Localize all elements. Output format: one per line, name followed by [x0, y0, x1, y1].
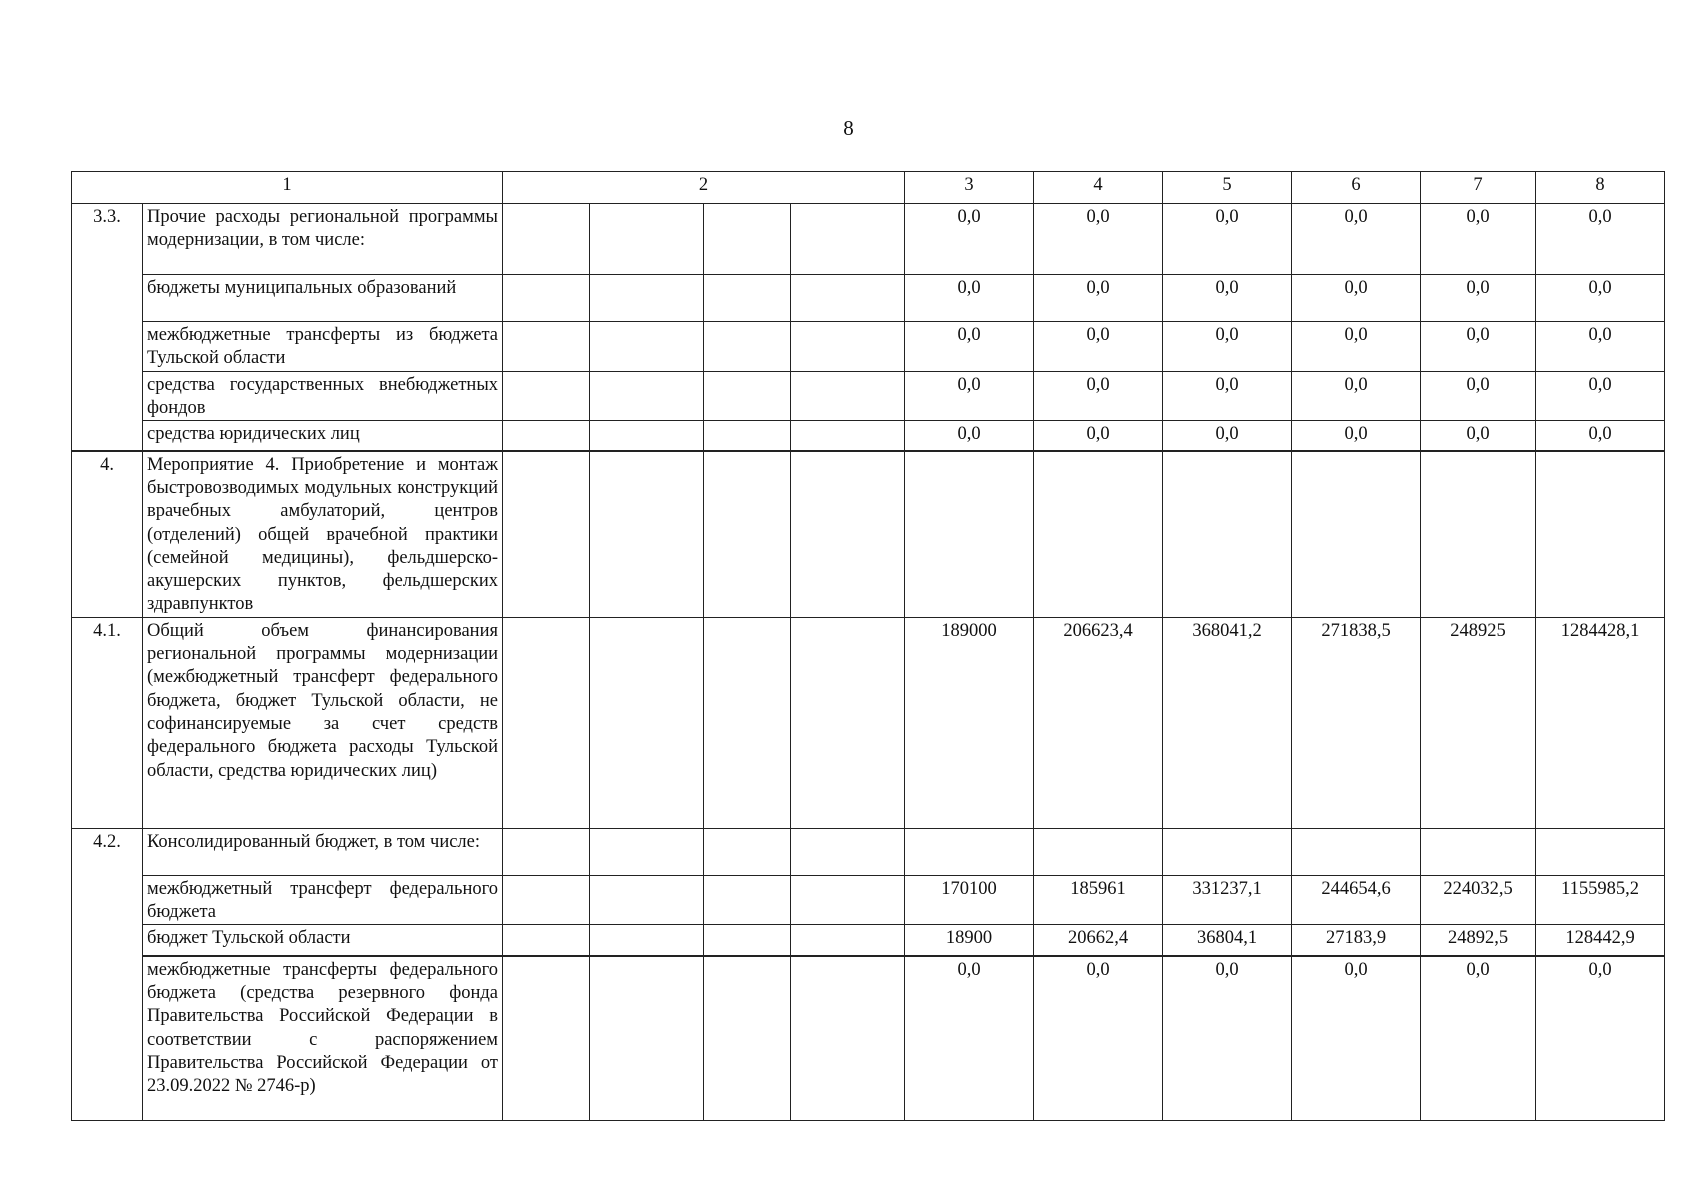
value-cell: 244654,6	[1292, 875, 1421, 925]
empty-cell	[1163, 451, 1292, 618]
financing-table	[71, 171, 1665, 1121]
header-col-6: 6	[1292, 172, 1421, 204]
value-cell: 0,0	[1536, 956, 1665, 1121]
header-col-7: 7	[1421, 172, 1536, 204]
header-col-4: 4	[1034, 172, 1163, 204]
empty-cell	[704, 204, 791, 275]
value-cell: 170100	[905, 875, 1034, 925]
value-cell: 0,0	[1292, 421, 1421, 451]
value-cell: 1155985,2	[1536, 875, 1665, 925]
value-cell: 0,0	[1163, 421, 1292, 451]
header-col-5: 5	[1163, 172, 1292, 204]
row-description: Мероприятие 4. Приобретение и монтаж быстровозводимых модульных конструкций врачебных амбулаторий, центров (отделений) общей врачебной практики (семейной медицины), фельдшерско-акушерских пунктов, фельдшерских здравпунктов	[143, 451, 503, 618]
empty-cell	[503, 925, 590, 956]
value-cell: 27183,9	[1292, 925, 1421, 956]
value-cell: 0,0	[1536, 204, 1665, 275]
empty-cell	[791, 322, 905, 372]
value-cell: 0,0	[905, 275, 1034, 322]
empty-cell	[704, 451, 791, 618]
value-cell: 189000	[905, 617, 1034, 828]
empty-cell	[1034, 828, 1163, 875]
empty-cell	[503, 371, 590, 421]
value-cell: 0,0	[1034, 275, 1163, 322]
value-cell: 0,0	[1163, 275, 1292, 322]
row-description: межбюджетные трансферты федерального бюджета (средства резервного фонда Правительства Российской Федерации в соответствии с распоряжением Правительства Российской Федерации от 23.09.2022 № 2746-р)	[143, 956, 503, 1121]
value-cell: 0,0	[1292, 371, 1421, 421]
empty-cell	[590, 451, 704, 618]
empty-cell	[791, 875, 905, 925]
value-cell: 0,0	[1034, 204, 1163, 275]
empty-cell	[1034, 451, 1163, 618]
empty-cell	[503, 617, 590, 828]
value-cell: 185961	[1034, 875, 1163, 925]
value-cell: 0,0	[1421, 322, 1536, 372]
value-cell: 36804,1	[1163, 925, 1292, 956]
value-cell: 0,0	[1536, 421, 1665, 451]
empty-cell	[503, 451, 590, 618]
row-description: средства юридических лиц	[143, 421, 503, 451]
value-cell: 0,0	[1536, 322, 1665, 372]
empty-cell	[590, 421, 704, 451]
page-number: 8	[843, 116, 854, 140]
value-cell: 0,0	[905, 956, 1034, 1121]
value-cell: 271838,5	[1292, 617, 1421, 828]
value-cell: 224032,5	[1421, 875, 1536, 925]
row-description: средства государственных внебюджетных фондов	[143, 371, 503, 421]
table-row	[72, 421, 1665, 451]
empty-cell	[590, 371, 704, 421]
empty-cell	[1292, 451, 1421, 618]
row-description: бюджет Тульской области	[143, 925, 503, 956]
value-cell: 0,0	[1536, 371, 1665, 421]
value-cell: 0,0	[1163, 956, 1292, 1121]
empty-cell	[1421, 828, 1536, 875]
table-row	[72, 371, 1665, 421]
empty-cell	[590, 956, 704, 1121]
value-cell: 0,0	[1421, 956, 1536, 1121]
header-col-8: 8	[1536, 172, 1665, 204]
value-cell: 0,0	[1421, 371, 1536, 421]
header-col-1: 1	[72, 172, 503, 204]
value-cell: 0,0	[1034, 371, 1163, 421]
table-row	[72, 322, 1665, 372]
row-description: Консолидированный бюджет, в том числе:	[143, 828, 503, 875]
empty-cell	[1421, 451, 1536, 618]
value-cell: 0,0	[1536, 275, 1665, 322]
value-cell: 0,0	[905, 204, 1034, 275]
row-number: 4.1.	[72, 617, 143, 828]
empty-cell	[503, 275, 590, 322]
table-row	[72, 925, 1665, 956]
header-row	[72, 172, 1665, 204]
table-row	[72, 956, 1665, 1121]
value-cell: 0,0	[1421, 275, 1536, 322]
value-cell: 0,0	[1292, 204, 1421, 275]
empty-cell	[503, 204, 590, 275]
value-cell: 0,0	[1163, 371, 1292, 421]
table-row	[72, 451, 1665, 618]
value-cell: 248925	[1421, 617, 1536, 828]
value-cell: 128442,9	[1536, 925, 1665, 956]
header-col-3: 3	[905, 172, 1034, 204]
empty-cell	[704, 371, 791, 421]
row-description: бюджеты муниципальных образований	[143, 275, 503, 322]
value-cell: 0,0	[1292, 322, 1421, 372]
value-cell: 0,0	[905, 371, 1034, 421]
empty-cell	[590, 275, 704, 322]
empty-cell	[1536, 451, 1665, 618]
table-row	[72, 617, 1665, 828]
empty-cell	[704, 322, 791, 372]
empty-cell	[704, 956, 791, 1121]
value-cell: 0,0	[1292, 956, 1421, 1121]
empty-cell	[704, 925, 791, 956]
empty-cell	[791, 204, 905, 275]
value-cell: 0,0	[1034, 956, 1163, 1121]
row-description: межбюджетные трансферты из бюджета Тульской области	[143, 322, 503, 372]
table-row	[72, 828, 1665, 875]
empty-cell	[791, 925, 905, 956]
value-cell: 206623,4	[1034, 617, 1163, 828]
empty-cell	[1292, 828, 1421, 875]
empty-cell	[905, 451, 1034, 618]
table-row	[72, 275, 1665, 322]
value-cell: 0,0	[1421, 421, 1536, 451]
value-cell: 20662,4	[1034, 925, 1163, 956]
empty-cell	[791, 828, 905, 875]
empty-cell	[1163, 828, 1292, 875]
empty-cell	[791, 617, 905, 828]
value-cell: 0,0	[905, 322, 1034, 372]
empty-cell	[503, 956, 590, 1121]
empty-cell	[791, 371, 905, 421]
row-description: Общий объем финансирования региональной программы модернизации (межбюджетный трансферт федерального бюджета, бюджет Тульской области, не софинансируемые за счет средств федерального бюджета расходы Тульской области, средства юридических лиц)	[143, 617, 503, 828]
value-cell: 368041,2	[1163, 617, 1292, 828]
empty-cell	[1536, 828, 1665, 875]
empty-cell	[503, 322, 590, 372]
empty-cell	[590, 828, 704, 875]
value-cell: 0,0	[1292, 275, 1421, 322]
header-col-2: 2	[503, 172, 905, 204]
empty-cell	[704, 875, 791, 925]
value-cell: 0,0	[1421, 204, 1536, 275]
empty-cell	[704, 275, 791, 322]
row-number: 3.3.	[72, 204, 143, 451]
value-cell: 0,0	[905, 421, 1034, 451]
row-description: Прочие расходы региональной программы модернизации, в том числе:	[143, 204, 503, 275]
empty-cell	[791, 451, 905, 618]
empty-cell	[590, 875, 704, 925]
table-row	[72, 875, 1665, 925]
value-cell: 18900	[905, 925, 1034, 956]
empty-cell	[590, 925, 704, 956]
empty-cell	[590, 322, 704, 372]
value-cell: 0,0	[1034, 421, 1163, 451]
value-cell: 0,0	[1034, 322, 1163, 372]
value-cell: 0,0	[1163, 204, 1292, 275]
empty-cell	[503, 828, 590, 875]
empty-cell	[791, 421, 905, 451]
table-row	[72, 204, 1665, 275]
empty-cell	[704, 828, 791, 875]
empty-cell	[905, 828, 1034, 875]
value-cell: 0,0	[1163, 322, 1292, 372]
empty-cell	[503, 875, 590, 925]
value-cell: 24892,5	[1421, 925, 1536, 956]
row-number: 4.2.	[72, 828, 143, 1121]
value-cell: 1284428,1	[1536, 617, 1665, 828]
empty-cell	[791, 275, 905, 322]
empty-cell	[704, 617, 791, 828]
empty-cell	[503, 421, 590, 451]
empty-cell	[704, 421, 791, 451]
row-description: межбюджетный трансферт федерального бюджета	[143, 875, 503, 925]
value-cell: 331237,1	[1163, 875, 1292, 925]
empty-cell	[590, 617, 704, 828]
row-number: 4.	[72, 451, 143, 618]
empty-cell	[791, 956, 905, 1121]
empty-cell	[590, 204, 704, 275]
